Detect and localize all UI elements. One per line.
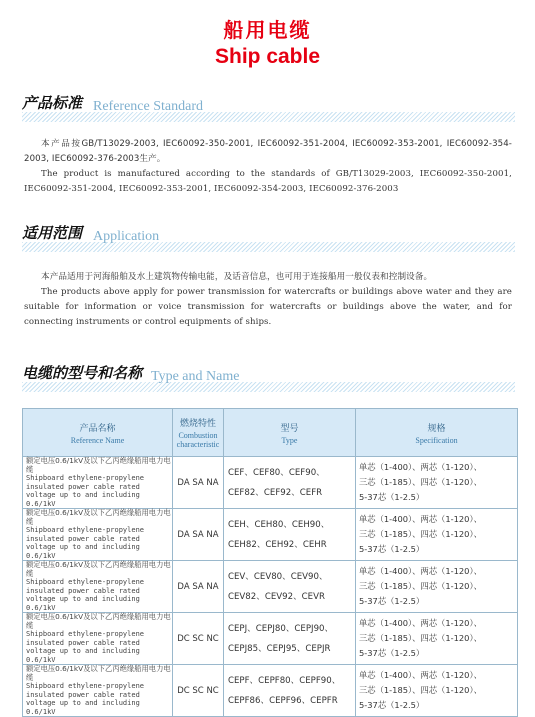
- name-zh: 额定电压0.6/1kV及以下乙丙绝缘船用电力电缆: [26, 612, 171, 630]
- spec-line: 5-37芯（1-2.5）: [359, 492, 425, 502]
- type-line: CEPF、CEPF80、CEPF90、: [228, 675, 341, 686]
- col-header-en: Reference Name: [70, 435, 125, 445]
- type-line: CEH、CEH80、CEH90、: [228, 519, 330, 530]
- cell-name: [23, 457, 173, 509]
- cell-spec: [356, 665, 518, 717]
- standard-text-zh: 本产品按GB/T13029-2003, IEC60092-350-2001, IEC60092-351-2004, IEC60092-353-2001, IEC60092-354-2003, IEC60092-376-2003生产。: [24, 139, 512, 164]
- name-en: Shipboard ethylene-propylene insulated power cable rated voltage up to and including 0.6/1kV: [26, 630, 145, 664]
- col-header-type: [224, 409, 356, 457]
- table-row: [23, 509, 518, 561]
- section-header-types: [22, 358, 515, 392]
- cell-combustion: DC SC NC: [173, 613, 224, 665]
- cell-spec: [356, 613, 518, 665]
- spec-line: 单芯（1-400）、两芯（1-120）、: [359, 566, 482, 576]
- type-line: CEPJ85、CEPJ95、CEPJR: [228, 643, 331, 654]
- col-header-name: [23, 409, 173, 457]
- cell-type: [224, 613, 356, 665]
- section-divider: [22, 382, 515, 392]
- cell-combustion: DA SA NA: [173, 457, 224, 509]
- spec-line: 单芯（1-400）、两芯（1-120）、: [359, 618, 482, 628]
- spec-line: 三芯（1-185）、四芯（1-120）、: [359, 633, 482, 643]
- cell-combustion: DA SA NA: [173, 561, 224, 613]
- cell-name: [23, 613, 173, 665]
- spec-line: 三芯（1-185）、四芯（1-120）、: [359, 581, 482, 591]
- spec-line: 5-37芯（1-2.5）: [359, 544, 425, 554]
- section-title-en: Reference Standard: [93, 99, 203, 114]
- cell-name: [23, 561, 173, 613]
- spec-line: 单芯（1-400）、两芯（1-120）、: [359, 462, 482, 472]
- table-header-row: [23, 409, 518, 457]
- cell-combustion: DA SA NA: [173, 509, 224, 561]
- table-row: [23, 613, 518, 665]
- table-row: [23, 665, 518, 717]
- application-text-en: The products above apply for power transmission for watercrafts or buildings above water and they are suitable for information or voice transmission for watercrafts or buildings above the water, and for connecting instruments or control equipments of ships.: [24, 287, 512, 327]
- name-en: Shipboard ethylene-propylene insulated power cable rated voltage up to and including 0.6/1kV: [26, 682, 145, 716]
- name-zh: 额定电压0.6/1kV及以下乙丙绝缘船用电力电缆: [26, 456, 171, 474]
- standard-paragraph: [24, 137, 512, 197]
- col-header-zh: 产品名称: [79, 423, 116, 434]
- cell-name: [23, 509, 173, 561]
- name-zh: 额定电压0.6/1kV及以下乙丙绝缘船用电力电缆: [26, 508, 171, 526]
- col-header-en: Specification: [415, 435, 458, 445]
- standard-text-en: The product is manufactured according to the standards of GB/T13029-2003, IEC60092-350-2001, IEC60092-351-2004, IEC60092-353-2001, IEC60092-354-2003, IEC60092-376-2003: [24, 169, 512, 194]
- cell-type: [224, 509, 356, 561]
- section-title-en: Application: [93, 229, 160, 244]
- spec-line: 单芯（1-400）、两芯（1-120）、: [359, 514, 482, 524]
- col-header-zh: 燃烧特性: [179, 419, 216, 429]
- type-line: CEPF86、CEPF96、CEPFR: [228, 695, 338, 706]
- cell-type: [224, 457, 356, 509]
- col-header-zh: 规格: [427, 423, 446, 434]
- application-text-zh: 本产品适用于河海船舶及水上建筑物传输电能，及话音信息，也可用于连接船用一般仪表和控制设备。: [41, 272, 433, 282]
- cell-spec: [356, 561, 518, 613]
- name-zh: 额定电压0.6/1kV及以下乙丙绝缘船用电力电缆: [26, 664, 171, 682]
- name-en: Shipboard ethylene-propylene insulated power cable rated voltage up to and including 0.6/1kV: [26, 578, 145, 612]
- name-en: Shipboard ethylene-propylene insulated power cable rated voltage up to and including 0.6/1kV: [26, 526, 145, 560]
- spec-line: 5-37芯（1-2.5）: [359, 648, 425, 658]
- table-row: [23, 457, 518, 509]
- type-line: CEV82、CEV92、CEVR: [228, 591, 325, 602]
- page-title-en: Ship cable: [214, 45, 321, 68]
- col-header-combustion: [173, 409, 224, 457]
- cell-spec: [356, 509, 518, 561]
- col-header-en: Type: [281, 435, 298, 445]
- col-header-spec: [356, 409, 518, 457]
- cell-type: [224, 665, 356, 717]
- spec-line: 5-37芯（1-2.5）: [359, 700, 425, 710]
- type-line: CEV、CEV80、CEV90、: [228, 571, 328, 582]
- application-paragraph: [24, 270, 512, 330]
- col-header-zh: 型号: [280, 423, 299, 434]
- col-header-en: Combustion characteristic: [176, 431, 220, 449]
- section-title-zh: 产品标准: [22, 94, 83, 112]
- cable-spec-table: [22, 408, 518, 717]
- table-row: [23, 561, 518, 613]
- section-title-en: Type and Name: [151, 369, 240, 384]
- type-line: CEF、CEF80、CEF90、: [228, 467, 325, 478]
- cell-name: [23, 665, 173, 717]
- spec-line: 三芯（1-185）、四芯（1-120）、: [359, 685, 482, 695]
- type-line: CEPJ、CEPJ80、CEPJ90、: [228, 623, 334, 634]
- section-title-zh: 适用范围: [22, 224, 83, 242]
- type-line: CEF82、CEF92、CEFR: [228, 487, 323, 498]
- name-zh: 额定电压0.6/1kV及以下乙丙绝缘船用电力电缆: [26, 560, 171, 578]
- name-en: Shipboard ethylene-propylene insulated power cable rated voltage up to and including 0.6/1kV: [26, 474, 145, 508]
- cell-spec: [356, 457, 518, 509]
- section-header-standard: [22, 88, 515, 122]
- cell-combustion: DC SC NC: [173, 665, 224, 717]
- section-header-application: [22, 218, 515, 252]
- spec-line: 单芯（1-400）、两芯（1-120）、: [359, 670, 482, 680]
- page-title-zh: 船用电缆: [223, 18, 312, 42]
- type-line: CEH82、CEH92、CEHR: [228, 539, 327, 550]
- section-title-zh: 电缆的型号和名称: [22, 364, 143, 382]
- spec-line: 三芯（1-185）、四芯（1-120）、: [359, 477, 482, 487]
- cell-type: [224, 561, 356, 613]
- spec-line: 三芯（1-185）、四芯（1-120）、: [359, 529, 482, 539]
- spec-line: 5-37芯（1-2.5）: [359, 596, 425, 606]
